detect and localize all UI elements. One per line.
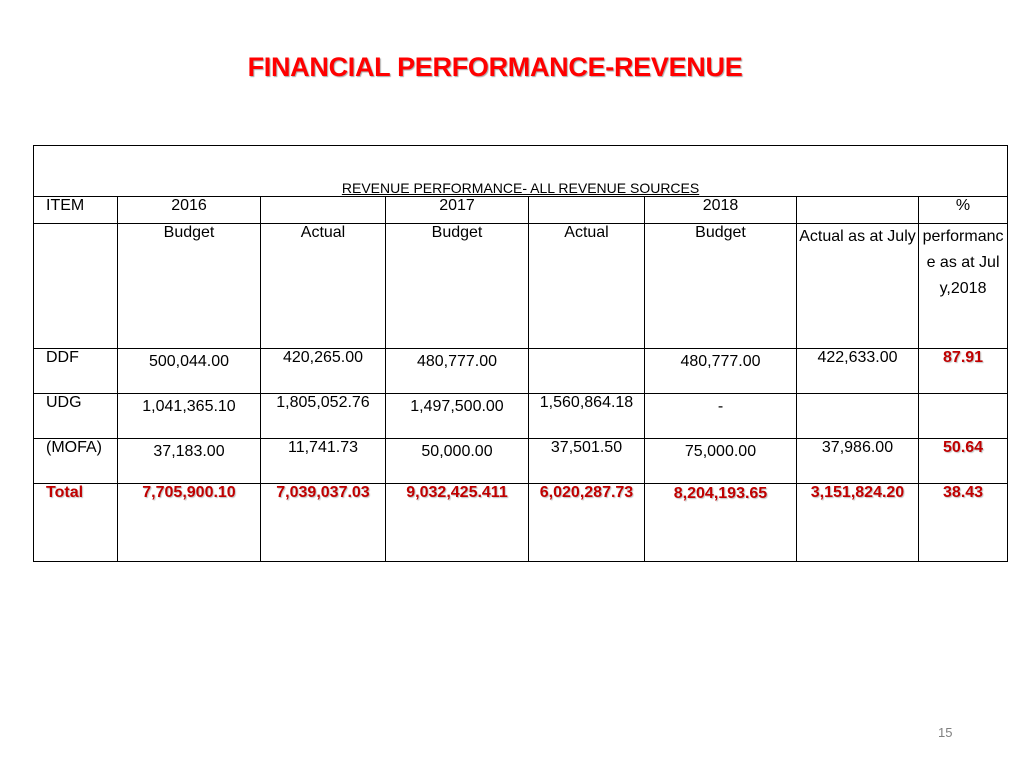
table-row <box>34 439 1008 484</box>
budget-2016-cell: 500,044.00 <box>118 349 261 394</box>
empty-header-cell <box>529 197 645 224</box>
revenue-table <box>33 145 1008 562</box>
budget-2017-cell: 480,777.00 <box>386 349 529 394</box>
total-actual-2018: 3,151,824.20 <box>797 484 919 562</box>
actual-2016-cell: 1,805,052.76 <box>261 394 386 439</box>
actual-2016-cell: 11,741.73 <box>261 439 386 484</box>
performance-header: performance as at July,2018 <box>919 224 1008 349</box>
budget-2017-cell: 1,497,500.00 <box>386 394 529 439</box>
actual-2017-cell <box>529 349 645 394</box>
total-label: Total <box>34 484 118 562</box>
total-performance: 38.43 <box>919 484 1008 562</box>
caption-row <box>34 146 1008 197</box>
budget-2017-header: Budget <box>386 224 529 349</box>
total-budget-2017: 9,032,425.411 <box>386 484 529 562</box>
budget-2018-cell: - <box>645 394 797 439</box>
year-2016-header: 2016 <box>118 197 261 224</box>
year-2018-header: 2018 <box>645 197 797 224</box>
page-number: 15 <box>938 725 953 740</box>
actual-2016-header: Actual <box>261 224 386 349</box>
budget-2018-cell: 75,000.00 <box>645 439 797 484</box>
table-row <box>34 349 1008 394</box>
budget-2016-cell: 37,183.00 <box>118 439 261 484</box>
slide-title: FINANCIAL PERFORMANCE-REVENUE <box>247 52 743 82</box>
total-budget-2016: 7,705,900.10 <box>118 484 261 562</box>
total-actual-2016: 7,039,037.03 <box>261 484 386 562</box>
row-item: UDG <box>34 394 118 439</box>
actual-2017-cell: 37,501.50 <box>529 439 645 484</box>
total-budget-2018: 8,204,193.65 <box>645 484 797 562</box>
row-item: (MOFA) <box>34 439 118 484</box>
empty-sub-cell <box>34 224 118 349</box>
total-actual-2017: 6,020,287.73 <box>529 484 645 562</box>
budget-2016-header: Budget <box>118 224 261 349</box>
performance-cell <box>919 394 1008 439</box>
performance-cell: 50.64 <box>919 439 1008 484</box>
actual-2018-header: Actual as at July <box>797 224 919 349</box>
budget-2016-cell: 1,041,365.10 <box>118 394 261 439</box>
budget-2018-cell: 480,777.00 <box>645 349 797 394</box>
table-caption-text: REVENUE PERFORMANCE- ALL REVENUE SOURCES <box>341 180 700 196</box>
actual-2018-cell: 422,633.00 <box>797 349 919 394</box>
actual-2016-cell: 420,265.00 <box>261 349 386 394</box>
total-row <box>34 484 1008 562</box>
table-row <box>34 394 1008 439</box>
empty-header-cell <box>261 197 386 224</box>
sub-header-row <box>34 224 1008 349</box>
budget-2017-cell: 50,000.00 <box>386 439 529 484</box>
actual-2017-header: Actual <box>529 224 645 349</box>
percent-header: % <box>919 197 1008 224</box>
budget-2018-header: Budget <box>645 224 797 349</box>
actual-2017-cell: 1,560,864.18 <box>529 394 645 439</box>
empty-header-cell <box>797 197 919 224</box>
actual-2018-cell <box>797 394 919 439</box>
item-header: ITEM <box>34 197 118 224</box>
table-caption <box>34 146 1008 197</box>
actual-2018-cell: 37,986.00 <box>797 439 919 484</box>
row-item: DDF <box>34 349 118 394</box>
performance-cell: 87.91 <box>919 349 1008 394</box>
year-header-row <box>34 197 1008 224</box>
year-2017-header: 2017 <box>386 197 529 224</box>
